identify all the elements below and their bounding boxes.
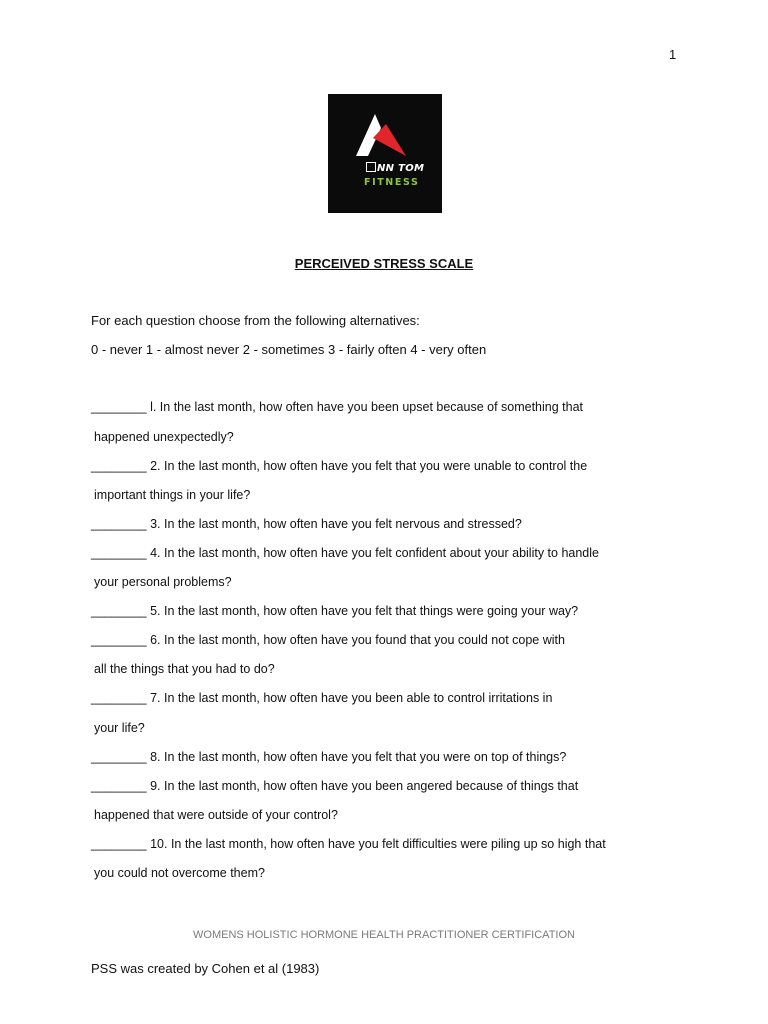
question-9-continued: happened that were outside of your control? <box>94 808 338 822</box>
question-9: ________ 9. In the last month, how often have you been angered because of things that <box>91 779 579 793</box>
question-4-continued: your personal problems? <box>94 575 232 589</box>
question-10: ________ 10. In the last month, how often have you felt difficulties were piling up so high that <box>91 837 606 851</box>
page-title: PERCEIVED STRESS SCALE <box>294 256 474 271</box>
logo-mark-icon <box>328 94 442 213</box>
question-7: ________ 7. In the last month, how often have you been able to control irritations in <box>91 691 553 705</box>
instructions-line: For each question choose from the following alternatives: <box>91 313 420 328</box>
logo-sub-text: FITNESS <box>364 177 420 188</box>
logo-brand-text: NN TOM <box>366 162 424 174</box>
source-credit: PSS was created by Cohen et al (1983) <box>91 961 320 976</box>
question-7-continued: your life? <box>94 721 145 735</box>
company-logo <box>328 94 442 213</box>
question-2-continued: important things in your life? <box>94 488 251 502</box>
question-1: ________ l. In the last month, how often have you been upset because of something that <box>91 400 584 414</box>
question-5: ________ 5. In the last month, how often have you felt that things were going your way? <box>91 604 579 618</box>
question-4: ________ 4. In the last month, how often have you felt confident about your ability to handle <box>91 546 599 560</box>
page-number: 1 <box>669 47 677 62</box>
question-2: ________ 2. In the last month, how often have you felt that you were unable to control the <box>91 459 588 473</box>
question-1-continued: happened unexpectedly? <box>94 430 234 444</box>
scale-legend: 0 - never 1 - almost never 2 - sometimes 3 - fairly often 4 - very often <box>91 342 487 357</box>
question-10-continued: you could not overcome them? <box>94 866 265 880</box>
question-6-continued: all the things that you had to do? <box>94 662 275 676</box>
question-8: ________ 8. In the last month, how often have you felt that you were on top of things? <box>91 750 567 764</box>
question-6: ________ 6. In the last month, how often have you found that you could not cope with <box>91 633 565 647</box>
question-3: ________ 3. In the last month, how often have you felt nervous and stressed? <box>91 517 522 531</box>
page-footer: WOMENS HOLISTIC HORMONE HEALTH PRACTITIONER CERTIFICATION <box>193 929 575 941</box>
